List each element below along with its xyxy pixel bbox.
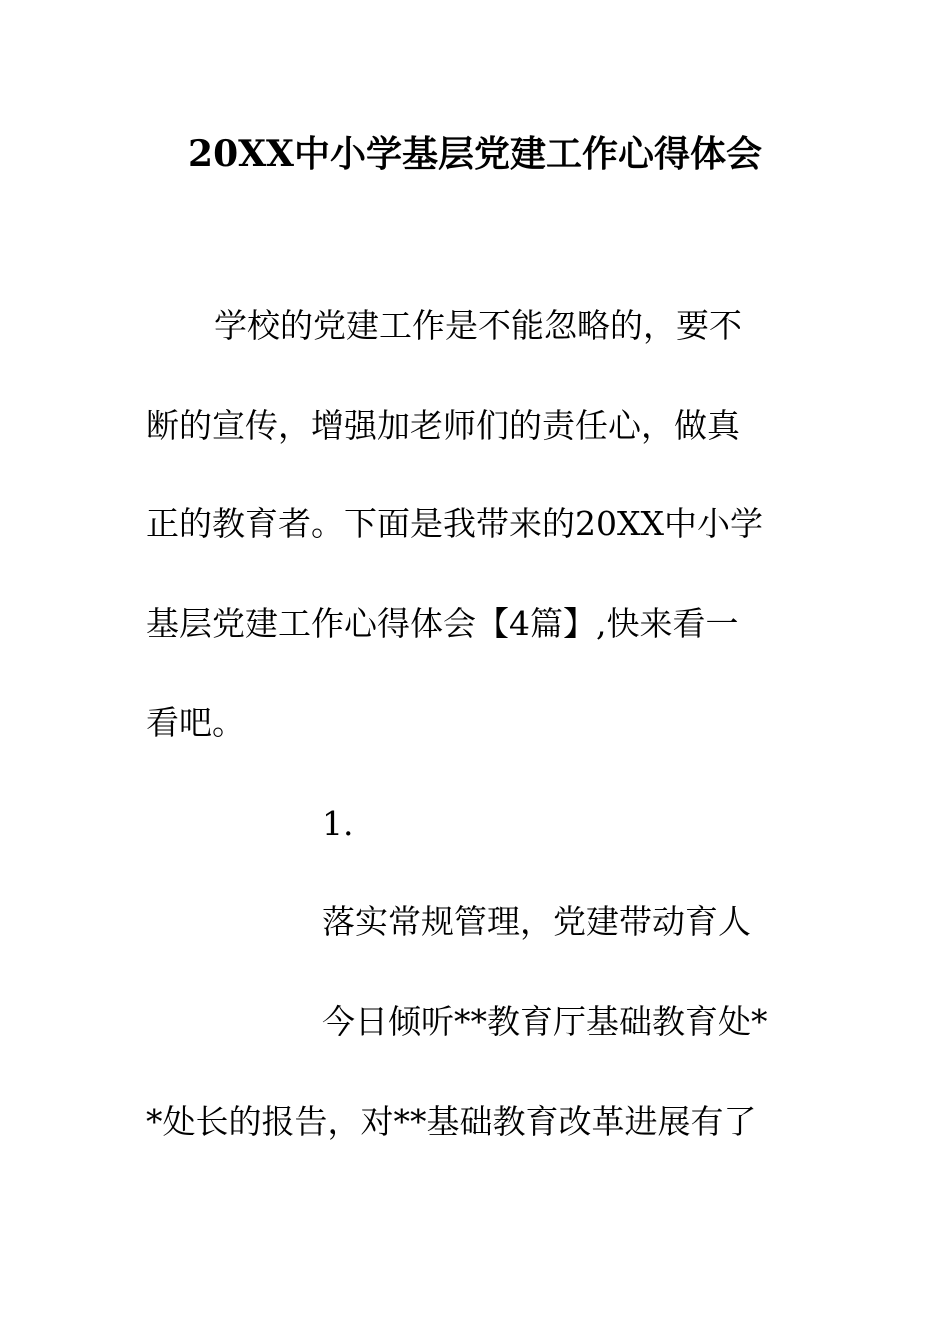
document-title: 20XX中小学基层党建工作心得体会: [188, 133, 762, 175]
section-number: 1.: [322, 804, 354, 843]
intro-line-3: 正的教育者。下面是我带来的20XX中小学: [146, 504, 763, 543]
intro-line-2: 断的宣传，增强加老师们的责任心，做真: [146, 406, 740, 445]
section-heading: 落实常规管理，党建带动育人: [322, 902, 751, 941]
intro-line-4: 基层党建工作心得体会【4篇】,快来看一: [146, 604, 739, 643]
body-line-1: 今日倾听**教育厅基础教育处*: [322, 1002, 768, 1041]
body-line-2: *处长的报告，对**基础教育改革进展有了: [146, 1102, 757, 1141]
intro-line-1: 学校的党建工作是不能忽略的，要不: [214, 306, 742, 345]
intro-line-5: 看吧。: [146, 703, 245, 742]
